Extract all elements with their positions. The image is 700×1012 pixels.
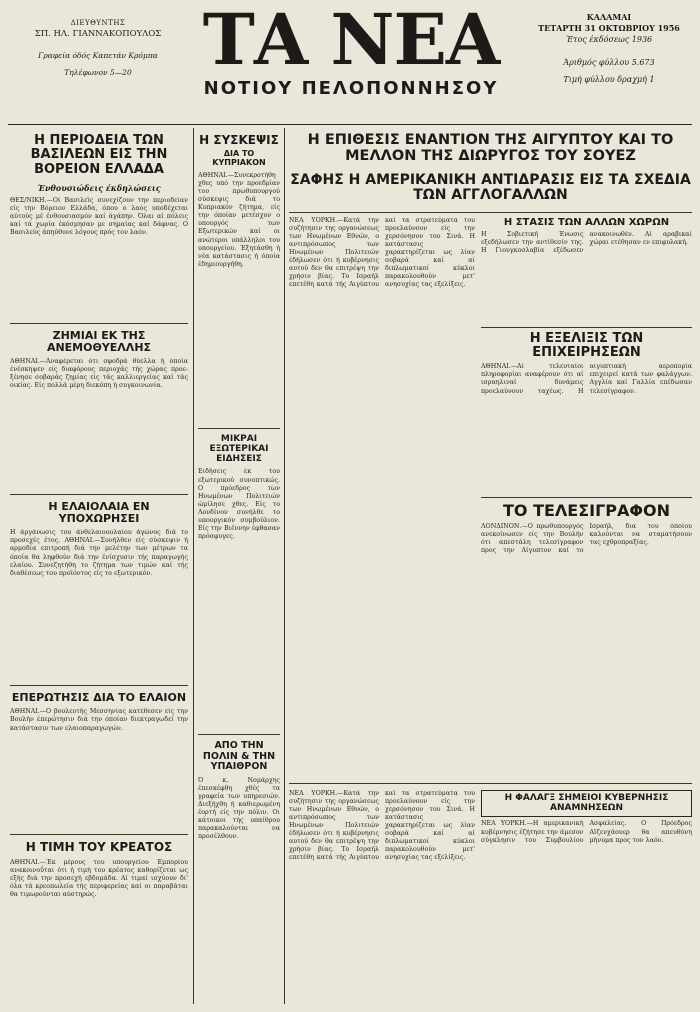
main-right-stack — [481, 217, 692, 777]
headline-phalanx: Η ΦΑΛΑΓΞ ΣΗΜΕΙΟΙ ΚΥΒΕΡΝΗΣΙΣ ΑΝΑΜΝΗΣΕΩΝ — [504, 792, 669, 813]
article-suez: ΝΕΑ ΥΟΡΚΗ.—Κατά την συζήτησιν της οργανώσεως των Ηνωμένων Εθνών, ο αντιπρόσωπος των Ηνωμένων Πολιτειών έδήλωσεν ότι ή κυβέρνησις αυτού δεν θα επιτρέψη την χρήσιν βίας. Το Ισραήλ επετέθη κατά τής Αιγύπτου καί τα στρατεύματα του προελαύνουν είς την χερσόνησον του Σινά. Η κατάστασις χαρακτηρίζεται ως λίαν σοβαρά καί αί διπλωματικοί κύκλοι παρακολουθούν μετ' ανησυχίας τας εξελίξεις. — [289, 216, 475, 289]
article-storm-damage: ΑΘΗΝΑΙ.—Άναφέρεται ότι σφοδρά θύελλα ή όποία ένέσκηψεν είς διαφόρους περιοχάς τής χώρας προεξένησε σοβαράς ζημίας είς τάς καλλιεργείας καί τάς οικίας. Είς πολλά μέρη διεκόπη ή συγκοινωνία. — [10, 358, 188, 390]
headline-city-countryside: ΑΠΟ ΤΗΝ ΠΟΛΙΝ & ΤΗΝ ΥΠΑΙΘΡΟΝ — [202, 740, 276, 773]
masthead-title — [178, 0, 524, 99]
masthead-left — [14, 18, 182, 78]
headline-egypt-attack: Η ΕΠΙΘΕΣΙΣ ΕΝΑΝΤΙΟΝ ΤΗΣ ΑΙΓΥΠΤΟΥ ΚΑΙ ΤΟ ΜΕΛΛΟΝ ΤΗΣ ΔΙΩΡΥΓΟΣ ΤΟΥ ΣΟΥΕΖ — [307, 132, 674, 164]
article-cyprus: ΑΘΗΝΑΙ.—Συνεκροτήθη χθες υπό την προεδρίαν του πρωθυπουργού σύσκεψις διά το Κυπριακόν ζήτημα, είς την όποίαν μετέσχον ο υπουργός των Εξωτερικών καί οι ανώτεροι υπάλληλοι του υπουργείου. Έξητάσθη ή νέα κατάστασις ή όποία έδημιουργήθη. — [198, 171, 280, 268]
divider — [198, 734, 280, 735]
headline-other-countries: Η ΣΤΑΣΙΣ ΤΩΝ ΑΛΛΩΝ ΧΩΡΩΝ — [503, 216, 670, 228]
newspaper-title: ΤΑ ΝΕΑ — [202, 0, 500, 81]
director-name: ΣΠ. ΗΛ. ΓΙΑΝΝΑΚΟΠΟΥΛΟΣ — [34, 29, 162, 39]
headline-meat-price: Η ΤΙΜΗ ΤΟΥ ΚΡΕΑΤΟΣ — [25, 840, 173, 855]
divider — [289, 212, 692, 213]
divider — [10, 834, 188, 835]
divider — [10, 323, 188, 324]
main-area — [289, 130, 692, 1004]
issue-date: ΤΕΤΑΡΤΗ 31 ΟΚΤΩΒΡΙΟΥ 1956 — [538, 23, 680, 33]
masthead-rule — [8, 124, 692, 125]
column-rule — [284, 128, 285, 1004]
phone-number: Τηλέφωνον 5—20 — [64, 68, 132, 77]
article-other-countries: Η Σοβιετική Ένωσις εξεδήλωσεν την αντίθεσίν της. Η Γιουγκοσλαβία εξέδωσεν ανακοινωθέν. Αί αραβικαί χώραι ετέθησαν εν επιφυλακή. — [481, 230, 692, 254]
article-operations: ΑΘΗΝΑΙ.—Αί τελευταίοι πληροφορίαι αναφέρουν ότι αί ισραηλιναί δυνάμεις προελαύνουν ταχέως. Η αιγυπτιακή αεροπορία επιχειρεί κατά των φαλάγγων. Αγγλία καί Γαλλία επέδωσαν τελεσίγραφον. — [481, 363, 692, 395]
masthead — [0, 0, 700, 118]
divider — [10, 494, 188, 495]
boxed-story — [481, 790, 692, 971]
headline-royal-tour: Η ΠΕΡΙΟΔΕΙΑ ΤΩΝ ΒΑΣΙΛΕΩΝ ΕΙΣ ΤΗΝ ΒΟΡΕΙΟΝ ΕΛΛΑΔΑ — [30, 133, 168, 177]
issue-price: Τιμή φύλλου δραχμή 1 — [563, 75, 655, 84]
article-oil-question: ΑΘΗΝΑΙ.—Ο βουλευτής Μεσσηνίας κατέθεσεν είς την Βουλήν έπερώτησιν διά την όποίαν διεκτραγωδεί την κατάστασιν των ελαιοπαραγωγών. — [10, 708, 188, 732]
city: ΚΑΛΑΜΑΙ — [586, 12, 632, 22]
divider — [481, 497, 692, 498]
headline-foreign-news: ΜΙΚΡΑΙ ΕΞΩΤΕΡΙΚΑΙ ΕΙΔΗΣΕΙΣ — [209, 433, 269, 464]
column-second — [198, 130, 280, 1004]
article-foreign-news: Ειδήσεις έκ του εξωτερικού συνοπτικώς. Ο πρόεδρος των Ηνωμένων Πολιτειών ώμίλησε χθες. Είς το Λονδίνον συνήλθε το υπουργικόν συμβούλιον. Είς την Βιέννην έφθασαν πρόσφυγες. — [198, 468, 280, 541]
main-upper — [289, 217, 692, 777]
headline-ultimatum: ΤΟ ΤΕΛΕΣΙΓΡΑΦΟΝ — [502, 501, 671, 521]
subheadline-royal-tour: Ένθουσιώδεις έκδηλώσεις — [37, 182, 161, 193]
office-address: Γραφεία όδός Καπετάν Κρόμπα — [38, 51, 158, 60]
article-meat-price: ΑΘΗΝΑΙ.—Έκ μέρους του υπουργείου Έμπορίου ανακοινοΰται ότι ή τιμή του κρέατος καθορίζεται ως εξής διά την προσεχή εβδομάδα. Αί τιμαί ισχύουν δι' όλα τά κρεοπωλεία τής περιφερείας καί οι παραβάται θα τιμωρούνται αύστηρώς. — [10, 858, 188, 898]
main-lower — [289, 790, 692, 971]
headline-american-reaction: ΣΑΦΗΣ Η ΑΜΕΡΙΚΑΝΙΚΗ ΑΝΤΙΔΡΑΣΙΣ ΕΙΣ ΤΑ ΣΧΕΔΙΑ ΤΩΝ ΑΓΓΛΟΓΑΛΛΩΝ — [290, 171, 691, 204]
article-olive-oil: Η άργάνωσις του άνθελαιοουλαίου άγώνος διά το προσεχές έτος. ΑΘΗΝΑΙ.—Συνήλθεν είς σύσκεψιν ή αρμοδία επιτροπή διά την μελέτην των μέτρων τα όποία θα ληφθούν διά την ένίσχυσιν τής παραγωγής ελαίου. Συνεζητήθη το ζήτημα των τιμών καί τής διαθέσεως του προϊόντος είς το εξωτερικόν. — [10, 529, 188, 577]
masthead-right — [524, 12, 694, 85]
divider — [198, 428, 280, 429]
divider — [481, 327, 692, 328]
divider — [10, 685, 188, 686]
column-left — [10, 130, 188, 1004]
article-city-countryside: Ό κ. Νομάρχης έπεσκέφθη χθές τα γραφεία των υπηρεσιών. Διεξήχθη ή καθιερωμένη έορτή είς την πόλιν. Οι κάτοικοι τής υπαίθρου παρακαλούνται να προσέλθουν. — [198, 776, 280, 841]
issue-number: Άριθμός φύλλου 5.673 — [563, 58, 655, 67]
box-frame — [481, 790, 692, 818]
article-phalanx: ΝΕΑ ΥΟΡΚΗ.—Η αμερικανική κυβέρνησις έζήτησε την άμεσον σύγκλησιν του Συμβουλίου Ασφαλείας. Ο Πρόεδρος Αϊζενχάουερ θα απευθύνη μήνυμα προς τον λαόν. — [481, 820, 692, 844]
column-rule — [193, 128, 194, 1004]
article-ultimatum: ΛΟΝΔΙΝΟΝ.—Ο πρωθυπουργός ανεκοίνωσεν είς την Βουλήν ότι απεστάλη τελεσίγραφον προς την Αίγυπτον καί το Ισραήλ, δια του όποίου καλούνται να σταματήσουν τας εχθροπραξίας. — [481, 522, 692, 555]
since-year: Έτος έκδόσεως 1936 — [565, 35, 653, 44]
director-label: ΔΙΕΥΘΥΝΤΗΣ — [70, 19, 126, 27]
headline-olive-oil: Η ΕΛΑΙΟΛΑΙΑ ΕΝ ΥΠΟΧΩΡΗΣΕΙ — [48, 500, 150, 526]
headline-storm-damage: ΖΗΜΙΑΙ ΕΚ ΤΗΣ ΑΝΕΜΟΘΥΕΛΛΗΣ — [46, 328, 152, 354]
headline-meeting: Η ΣΥΣΚΕΨΙΣ — [199, 133, 279, 147]
subheadline-cyprus: ΔΙΑ ΤΟ ΚΥΠΡΙΑΚΟΝ — [212, 149, 266, 167]
article-continued: ΝΕΑ ΥΟΡΚΗ.—Κατά την συζήτησιν της οργανώσεως των Ηνωμένων Εθνών, ο αντιπρόσωπος των Ηνωμένων Πολιτειών έδήλωσεν ότι ή κυβέρνησις αυτού δεν θα επιτρέψη την χρήσιν βίας. Το Ισραήλ επετέθη κατά τής Αιγύπτου καί τα στρατεύματα του προελαύνουν είς την χερσόνησον του Σινά. Η κατάστασις χαρακτηρίζεται ως λίαν σοβαρά καί αί διπλωματικοί κύκλοι παρακολουθούν μετ' ανησυχίας τας εξελίξεις. — [289, 789, 475, 862]
divider — [289, 783, 692, 784]
headline-operations: Η ΕΞΕΛΙΞΙΣ ΤΩΝ ΕΠΙΧΕΙΡΗΣΕΩΝ — [529, 330, 644, 360]
article-royal-tour: ΘΕΣ/ΝΙΚΗ.—Οί Βασιλεΐς συνεχίζουν την περιοδείαν είς την Βόρειον Ελλάδα, όπου ο λαός υποδέχεται αύτούς μέ ένθουσιασμόν καί άγάπην. Όλαι αί πόλεις καί τά χωρία έκόσμησαν με σημαίας καί δάφνας. Ο Βασιλεύς άπηύθυνε λόγους πρός τον λαόν. — [10, 196, 188, 237]
newspaper-subtitle: ΝΟΤΙΟΥ ΠΕΛΟΠΟΝΝΗΣΟΥ — [203, 78, 499, 99]
headline-oil-question: ΕΠΕΡΩΤΗΣΙΣ ΔΙΑ ΤΟ ΕΛΑΙΟΝ — [11, 691, 187, 705]
